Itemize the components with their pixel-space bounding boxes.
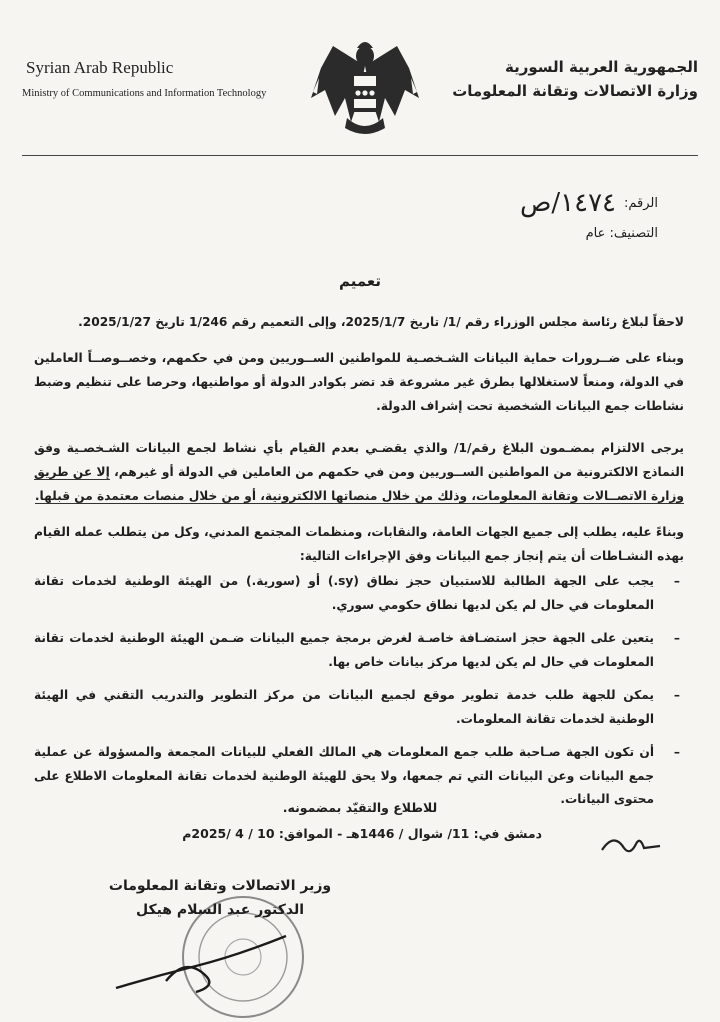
list-item-text: يمكن للجهة طلب خدمة تطوير موقع لجميع البيانات من مركز التطوير والتدريب التقني في الهيئة الوطنية لخدمات تقانة المعلومات. [34, 688, 654, 726]
paragraph-reference: لاحقاً لبلاغ رئاسة مجلس الوزراء رقم /1/ تاريخ 2025/1/7، وإلى التعميم رقم 1/246 تاريخ 2025/1/27. [78, 315, 684, 329]
list-item [34, 684, 684, 731]
date-line: دمشق في: 11/ شوال / 1446هـ - الموافق: 10 / 4 /2025م [182, 826, 542, 841]
english-ministry-name: Ministry of Communications and Information Technology [22, 88, 267, 99]
list-dash: – [673, 574, 680, 588]
english-country-title: Syrian Arab Republic [26, 58, 174, 77]
english-letterhead [22, 58, 312, 99]
obligation-text: يرجى الالتزام بمضـمون البلاغ رقم/1/ والذي يقضـي بعدم القيام بأي نشاط لجمع البيانات الشـخصـية وفق النماذج الالكترونية من المواطنين الســوريين ومن في حكمهم من العاملين في الدولة أو غيرهم، [34, 441, 685, 479]
list-dash: – [673, 745, 680, 759]
classification-row [520, 226, 658, 241]
paragraph-obligation [34, 436, 684, 508]
reference-row [520, 188, 658, 218]
procedures-list [34, 570, 684, 822]
signature-block [100, 878, 340, 918]
document-title: تعميم [338, 272, 382, 290]
closing-line: للاطلاع والتقيّد بمضمونه. [282, 800, 438, 815]
list-item-text: يجب على الجهة الطالبة للاستبيان حجز نطاق (sy.) أو (سورية.) من الهيئة الوطنية لخدمات تقانة المعلومات في حال لم يكن لديها نطاق حكومي سوري. [34, 574, 654, 612]
signatory-title: وزير الاتصالات وتقانة المعلومات [108, 878, 332, 894]
arabic-country-title: الجمهورية العربية السورية [505, 58, 698, 76]
list-dash: – [673, 631, 680, 645]
handwritten-signature [96, 926, 306, 1006]
reference-label: الرقم: [624, 195, 658, 211]
syrian-eagle-emblem-icon [305, 38, 425, 143]
obligation-underlined-text: إلا عن طريق وزارة الاتصــالات وتقانة المعلومات، وذلك من خلال منصاتها الالكترونية، أو من خلال منصات معتمدة من قبلها. [34, 465, 684, 503]
list-dash: – [673, 688, 680, 702]
initial-signature-mark [596, 826, 666, 862]
reference-number: ١٤٧٤/ص [519, 188, 616, 218]
header-divider [22, 155, 698, 156]
classification-label: التصنيف: [609, 226, 658, 241]
classification-value: عام [585, 226, 606, 241]
list-item [34, 627, 684, 674]
document-meta [520, 188, 658, 241]
paragraph-request: وبناءً عليه، يطلب إلى جميع الجهات العامة، والنقابات، ومنظمات المجتمع المدني، وكل من يتطلب عمله القيام بهذه النشـاطات أن يتم إنجاز جمع البيانات وفق الإجراءات التالية: [34, 525, 684, 563]
list-item-text: أن تكون الجهة صـاحبة طلب جمع المعلومات هي المالك الفعلي للبيانات المجمعة والمسؤولة عن عملية جمع البيانات وعن البيانات التي تم جمعها، ولا يحق للهيئة الوطنية لخدمات تقانة المعلومات الاطلاع على محتوى البيانات. [34, 745, 654, 806]
paragraph-rationale: وبناء على ضــرورات حماية البيانات الشـخصـية للمواطنين الســوريين ومن في حكمهم، وخصــوصــاً العاملين في الدولة، ومنعاً لاستغلالها بطرق غير مشروعة قد تضر بكوادر الدولة أو مواطنيها، وحرصا على تنظيم وضبط نشاطات جمع البيانات الشخصية تحت إشراف الدولة. [34, 351, 684, 413]
list-item-text: يتعين على الجهة حجز استضـافة خاصـة لغرض برمجة جميع البيانات ضـمن الهيئة الوطنية لخدمات تقانة المعلومات في حال لم يكن لديها مركز بيانات خاص بها. [34, 631, 654, 669]
signatory-name: الدكتور عبد السلام هيكل [135, 902, 305, 918]
arabic-letterhead [438, 58, 698, 100]
list-item [34, 570, 684, 617]
arabic-ministry-name: وزارة الاتصالات وتقانة المعلومات [452, 82, 698, 100]
